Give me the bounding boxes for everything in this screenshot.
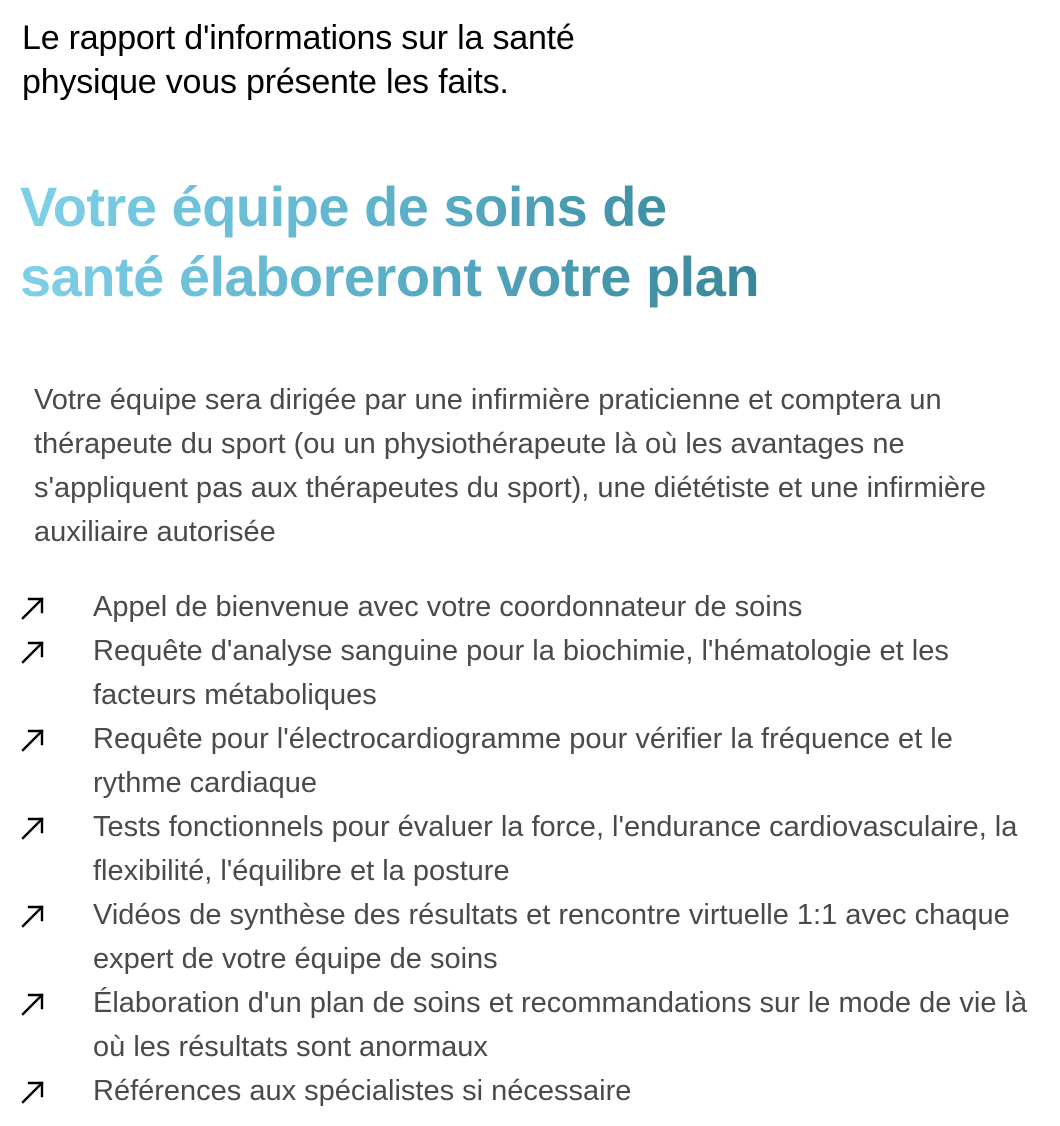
arrow-up-right-icon [20,903,46,929]
arrow-up-right-icon [20,815,46,841]
arrow-up-right-icon [20,639,46,665]
feature-item [0,981,1060,1069]
team-description: Votre équipe sera dirigée par une infirmière praticienne et comptera un thérapeute du sport (ou un physiothérapeute là où les avantages ne s'appliquent pas aux thérapeutes du sport), une diététiste et une infirmière auxiliaire autorisée [34,384,986,548]
feature-item-text: Appel de bienvenue avec votre coordonnateur de soins [93,591,803,623]
feature-item [0,805,1060,893]
feature-item [0,717,1060,805]
feature-item-text: Requête pour l'électrocardiogramme pour vérifier la fréquence et le rythme cardiaque [93,723,953,799]
page-title [20,172,1040,312]
intro-heading [22,16,1022,104]
arrow-up-right-icon [20,595,46,621]
feature-item [0,1069,1060,1113]
feature-item-text: Vidéos de synthèse des résultats et rencontre virtuelle 1:1 avec chaque expert de votre équipe de soins [93,899,1010,975]
arrow-up-right-icon [20,1079,46,1105]
feature-item [0,585,1060,629]
feature-item-text: Requête d'analyse sanguine pour la biochimie, l'hématologie et les facteurs métaboliques [93,635,949,711]
feature-item-text: Références aux spécialistes si nécessaire [93,1075,632,1107]
page-title-line-2: santé élaboreront votre plan [20,242,759,312]
feature-list [0,585,1060,1113]
intro-line-1: Le rapport d'informations sur la santé [22,19,575,57]
intro-line-2: physique vous présente les faits. [22,63,509,101]
page-title-line-1: Votre équipe de soins de [20,172,667,242]
arrow-up-right-icon [20,991,46,1017]
feature-item-text: Élaboration d'un plan de soins et recommandations sur le mode de vie là où les résultats sont anormaux [93,987,1028,1063]
feature-item [0,629,1060,717]
arrow-up-right-icon [20,727,46,753]
feature-item-text: Tests fonctionnels pour évaluer la force, l'endurance cardiovasculaire, la flexibilité, l'équilibre et la posture [93,811,1018,887]
feature-item [0,893,1060,981]
